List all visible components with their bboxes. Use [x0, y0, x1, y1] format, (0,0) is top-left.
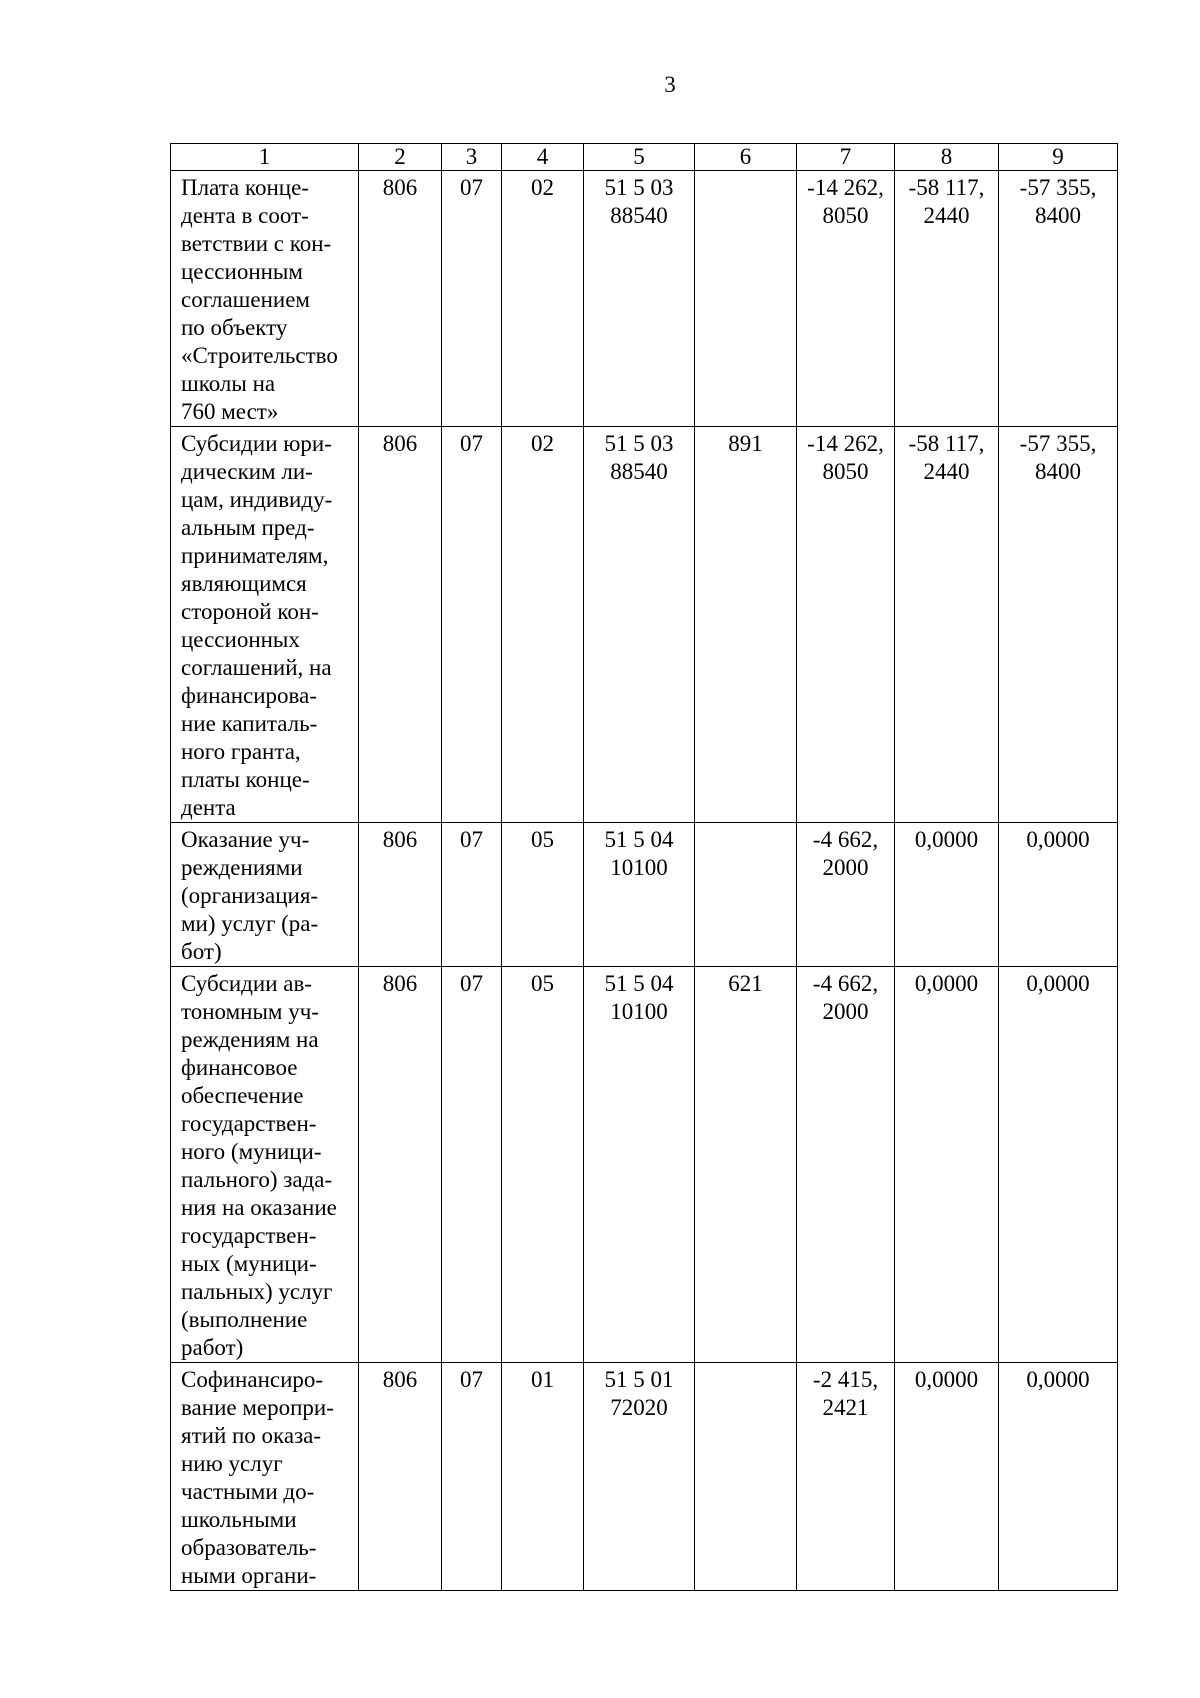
amount-col7-cell: -14 262, 8050 [797, 427, 895, 823]
header-cell: 9 [999, 144, 1118, 171]
amount-col7-cell: -4 662, 2000 [797, 967, 895, 1363]
item-name-cell: Софинансиро- вание меропри- ятий по оказа- нию услуг частными до- школьными образователь- ными органи- [171, 1363, 359, 1591]
header-cell: 5 [584, 144, 695, 171]
table-row [171, 967, 1118, 1363]
expense-type-cell: 621 [695, 967, 797, 1363]
section-code-cell: 07 [442, 427, 502, 823]
expense-type-cell [695, 823, 797, 967]
header-cell: 3 [442, 144, 502, 171]
target-article-cell: 51 5 04 10100 [584, 967, 695, 1363]
header-cell: 2 [359, 144, 442, 171]
subsection-code-cell: 02 [502, 171, 584, 427]
amount-col8-cell: 0,0000 [895, 1363, 999, 1591]
page-number: 3 [664, 72, 676, 97]
section-code-cell: 07 [442, 171, 502, 427]
target-article-cell: 51 5 04 10100 [584, 823, 695, 967]
item-name-cell: Плата конце- дента в соот- ветствии с кон- цессионным соглашением по объекту «Строительство школы на 760 мест» [171, 171, 359, 427]
amount-col9-cell: 0,0000 [999, 1363, 1118, 1591]
target-article-cell: 51 5 01 72020 [584, 1363, 695, 1591]
target-article-cell: 51 5 03 88540 [584, 427, 695, 823]
amount-col9-cell: -57 355, 8400 [999, 427, 1118, 823]
header-cell: 7 [797, 144, 895, 171]
item-name-cell: Оказание уч- реждениями (организация- ми) услуг (ра- бот) [171, 823, 359, 967]
item-name-cell: Субсидии ав- тономным уч- реждениям на финансовое обеспечение государствен- ного (муници- пального) зада- ния на оказание государствен- ных (муници- пальных) услуг (выполнение работ) [171, 967, 359, 1363]
ministry-code-cell: 806 [359, 967, 442, 1363]
amount-col9-cell: -57 355, 8400 [999, 171, 1118, 427]
amount-col8-cell: 0,0000 [895, 823, 999, 967]
amount-col9-cell: 0,0000 [999, 967, 1118, 1363]
table-row [171, 427, 1118, 823]
ministry-code-cell: 806 [359, 171, 442, 427]
ministry-code-cell: 806 [359, 1363, 442, 1591]
section-code-cell: 07 [442, 1363, 502, 1591]
subsection-code-cell: 05 [502, 967, 584, 1363]
table-header-row [171, 144, 1118, 171]
amount-col9-cell: 0,0000 [999, 823, 1118, 967]
subsection-code-cell: 05 [502, 823, 584, 967]
header-cell: 1 [171, 144, 359, 171]
budget-table [170, 143, 1118, 1591]
ministry-code-cell: 806 [359, 427, 442, 823]
target-article-cell: 51 5 03 88540 [584, 171, 695, 427]
section-code-cell: 07 [442, 823, 502, 967]
subsection-code-cell: 02 [502, 427, 584, 823]
expense-type-cell [695, 171, 797, 427]
header-cell: 8 [895, 144, 999, 171]
amount-col7-cell: -14 262, 8050 [797, 171, 895, 427]
expense-type-cell [695, 1363, 797, 1591]
table-row [171, 171, 1118, 427]
amount-col7-cell: -2 415, 2421 [797, 1363, 895, 1591]
amount-col7-cell: -4 662, 2000 [797, 823, 895, 967]
amount-col8-cell: -58 117, 2440 [895, 427, 999, 823]
table-row [171, 1363, 1118, 1591]
table-row [171, 823, 1118, 967]
amount-col8-cell: -58 117, 2440 [895, 171, 999, 427]
item-name-cell: Субсидии юри- дическим ли- цам, индивиду- альным пред- принимателям, являющимся стороной кон- цессионных соглашений, на финансирова- ние капиталь- ного гранта, платы конце- дента [171, 427, 359, 823]
ministry-code-cell: 806 [359, 823, 442, 967]
expense-type-cell: 891 [695, 427, 797, 823]
header-cell: 4 [502, 144, 584, 171]
header-cell: 6 [695, 144, 797, 171]
subsection-code-cell: 01 [502, 1363, 584, 1591]
section-code-cell: 07 [442, 967, 502, 1363]
amount-col8-cell: 0,0000 [895, 967, 999, 1363]
